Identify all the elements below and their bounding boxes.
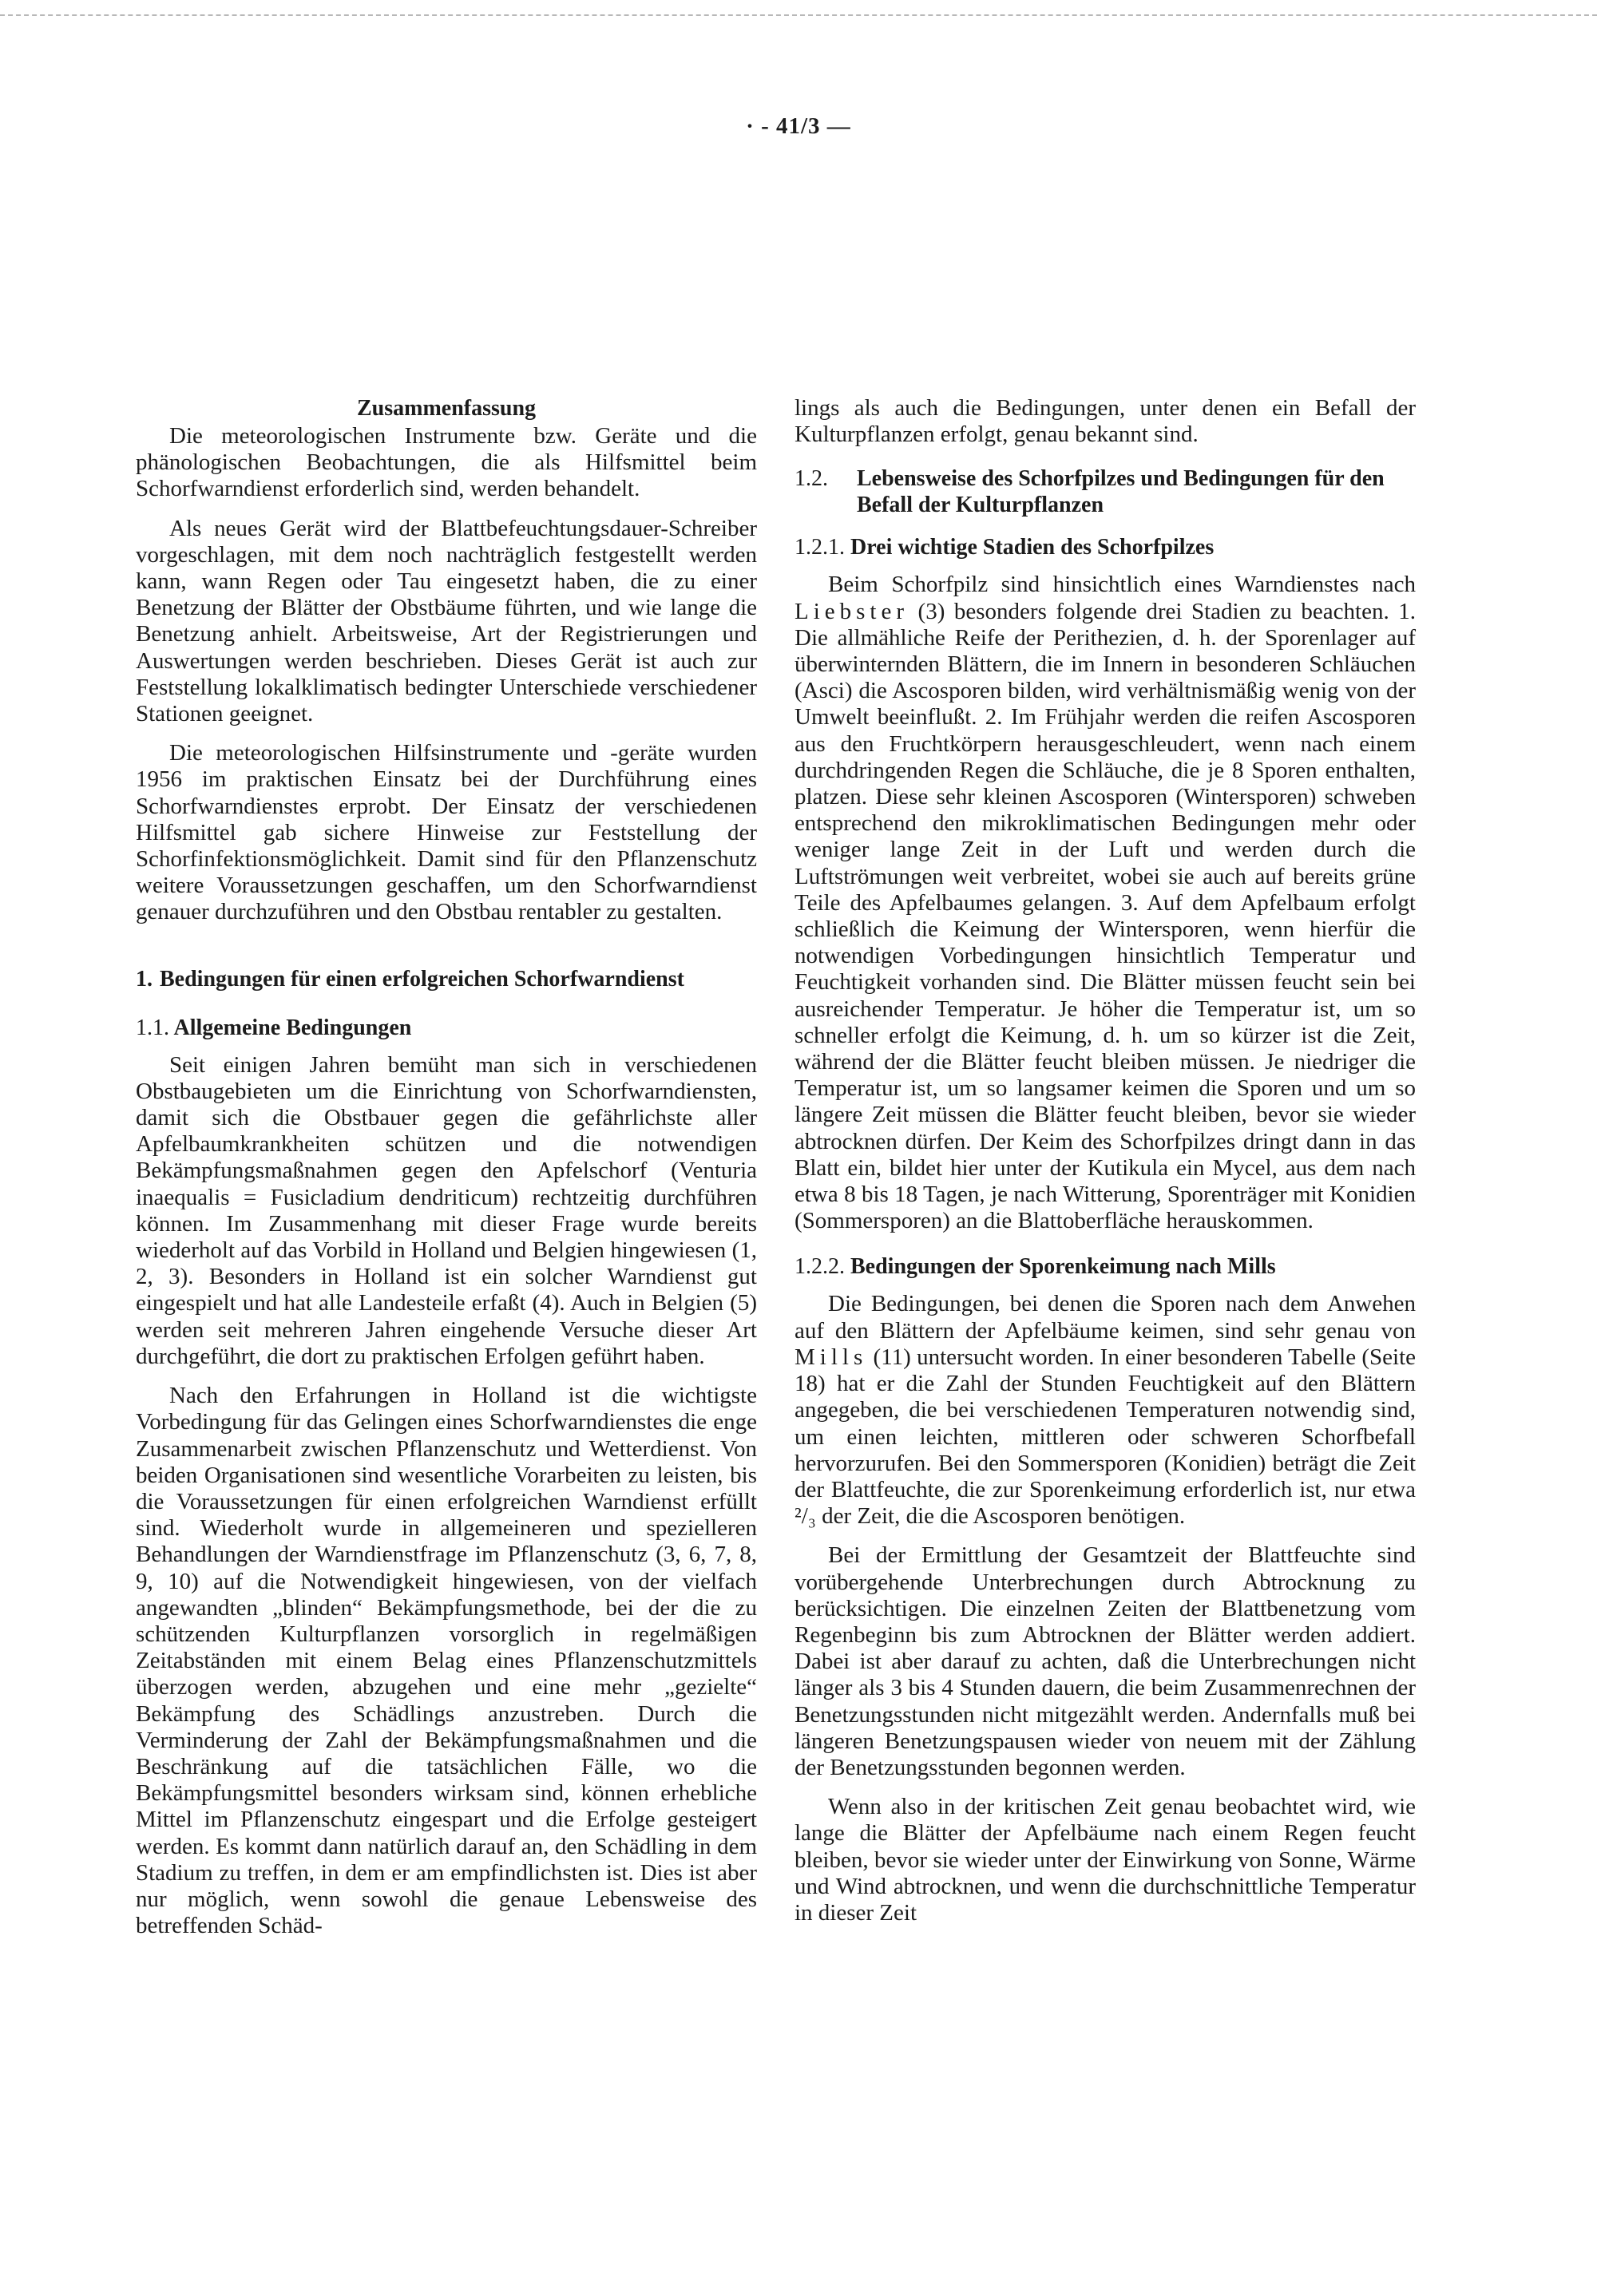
summary-paragraph-1: Die meteorologischen Instrumente bzw. Geräte und die phänologischen Beobachtungen, die als Hilfsmittel beim Schorfwarndienst erforderlich sind, werden behandelt.	[136, 423, 757, 502]
section-1-2-1-paragraph	[795, 572, 1416, 1234]
section-1-2-number: 1.2.	[795, 466, 828, 492]
section-1-2-heading	[795, 465, 1416, 518]
section-1-1-heading	[136, 1015, 757, 1041]
summary-paragraph-3: Die meteorologischen Hilfsinstrumente und -geräte wurden 1956 im praktischen Einsatz bei der Durchführung eines Schorfwarndienstes erprobt. Der Einsatz der verschiedenen Hilfsmittel gab sichere Hinweise zur Feststellung der Schorfinfektionsmöglichkeit. Damit sind für den Pflanzenschutz weitere Voraussetzungen geschaffen, um den Schorfwarndienst genauer durchzuführen und den Obstbau rentabler zu gestalten.	[136, 740, 757, 925]
section-1-2-1-title: Drei wichtige Stadien des Schorfpilzes	[850, 535, 1215, 560]
section-1-2-1-heading	[795, 534, 1416, 560]
author-name-liebster: Liebster	[795, 598, 909, 624]
section-1-number: 1.	[136, 966, 153, 992]
top-scan-rule	[0, 14, 1597, 16]
section-1-2-2-paragraph-1	[795, 1291, 1416, 1530]
section-1-heading	[136, 966, 757, 992]
author-name-mills: Mills	[795, 1344, 868, 1370]
section-1-1-paragraph-2: Nach den Erfahrungen in Holland ist die wichtigste Vorbedingung für das Gelingen eines Schorfwarndienstes die enge Zusammenarbeit zwischen Pflanzenschutz und Wetterdienst. Von beiden Organisationen sind wesentliche Vorarbeiten zu leisten, bis die Voraussetzungen für einen erfolgreichen Warndienst erfüllt sind. Wiederholt wurde in allgemeineren und spezielleren Behandlungen der Warndienstfrage im Pflanzenschutz (3, 6, 7, 8, 9, 10) auf die Notwendigkeit hingewiesen, von der vielfach angewandten „blinden“ Bekämpfungsmethode, bei der die zu schützenden Kulturpflanzen vorsorglich in regelmäßigen Zeitabständen mit einem Belag eines Pflanzenschutzmittels überzogen werden, abzugehen und eine mehr „gezielte“ Bekämpfung des Schädlings anzustreben. Durch die Verminderung der Zahl der Bekämpfungsmaßnahmen und die Beschränkung auf die tatsächlichen Fälle, wo die Bekämpfungsmittel besonders wirksam sind, können erhebliche Mittel im Pflanzenschutz eingespart und die Erfolge gesteigert werden. Es kommt dann natürlich darauf an, den Schädling in dem Stadium zu treffen, in dem er am empfindlichsten ist. Dies ist aber nur möglich, wenn sowohl die genaue Lebensweise des betreffenden Schäd-	[136, 1383, 757, 1939]
section-1-2-2-heading	[795, 1253, 1416, 1280]
p122a-text-after: (11) untersucht worden. In einer besonderen Tabelle (Seite 18) hat er die Zahl der Stunden Feuchtigkeit auf den Blättern angegeben, die bei verschiedenen Temperaturen notwendig sind, um einen leichten, mittleren oder schweren Schorfbefall hervorzurufen. Bei den Sommersporen (Konidien) beträgt die Zeit der Blattfeuchte, die zur Sporenkeimung erforderlich ist, nur etwa ²/₃ der Zeit, die die Ascosporen benötigen.	[795, 1344, 1416, 1530]
p122a-text-before: Die Bedingungen, bei denen die Sporen nach dem Anwehen auf den Blättern der Apfelbäume keimen, sind sehr genau von	[795, 1291, 1416, 1344]
summary-heading: Zusammenfassung	[356, 396, 537, 421]
section-1-1-paragraph-1: Seit einigen Jahren bemüht man sich in verschiedenen Obstbaugebieten um die Einrichtung von Schorfwarndiensten, damit sich die Obstbauer gegen die gefährlichste aller Apfelbaumkrankheiten schützen und die notwendigen Bekämpfungsmaßnahmen gegen den Apfelschorf (Venturia inaequalis = Fusicladium dendriticum) rechtzeitig durchführen können. Im Zusammenhang mit dieser Frage wurde bereits wiederholt auf das Vorbild in Holland und Belgien hingewiesen (1, 2, 3). Besonders in Holland ist ein solcher Warndienst gut eingespielt und hat alle Landesteile erfaßt (4). Auch in Belgien (5) werden seit mehreren Jahren eingehende Versuche dieser Art durchgeführt, die dort zu praktischen Erfolgen geführt haben.	[136, 1051, 757, 1369]
p121-text-before: Beim Schorfpilz sind hinsichtlich eines Warndienstes nach	[828, 572, 1416, 598]
section-1-2-2-number: 1.2.2.	[795, 1254, 845, 1280]
section-1-1-title: Allgemeine Bedingungen	[173, 1015, 412, 1040]
left-column	[136, 395, 757, 1939]
continued-paragraph: lings als auch die Bedingungen, unter denen ein Befall der Kulturpflanzen erfolgt, genau bekannt sind.	[795, 395, 1416, 448]
section-1-2-1-number: 1.2.1.	[795, 535, 845, 560]
section-1-2-2-paragraph-3: Wenn also in der kritischen Zeit genau beobachtet wird, wie lange die Blätter der Apfelbäume nach einem Regen feucht bleiben, bevor sie wieder unter der Einwirkung von Sonne, Wärme und Wind abtrocknen, und wenn die durchschnittliche Temperatur in dieser Zeit	[795, 1794, 1416, 1926]
section-1-title: Bedingungen für einen erfolgreichen Schorfwarndienst	[160, 966, 684, 992]
page-number: · - 41/3 —	[746, 113, 851, 139]
section-1-2-title: Lebensweise des Schorfpilzes und Bedingungen für den Befall der Kulturpflanzen	[857, 466, 1385, 518]
summary-paragraph-2: Als neues Gerät wird der Blattbefeuchtungsdauer-Schreiber vorgeschlagen, mit dem noch nachträglich festgestellt werden kann, wann Regen oder Tau eingesetzt haben, die zu einer Benetzung der Blätter der Obstbäume führten, und wie lange die Benetzung anhielt. Arbeitsweise, Art der Registrierungen und Auswertungen werden beschrieben. Dieses Gerät ist auch zur Feststellung lokalklimatisch bedingter Unterschiede verschiedener Stationen geeignet.	[136, 515, 757, 727]
section-1-2-2-paragraph-2: Bei der Ermittlung der Gesamtzeit der Blattfeuchte sind vorübergehende Unterbrechungen durch Abtrocknung zu berücksichtigen. Die einzelnen Zeiten der Blattbenetzung vom Regenbeginn bis zum Abtrocknen der Blätter werden addiert. Dabei ist aber darauf zu achten, daß die Unterbrechungen nicht länger als 3 bis 4 Stunden dauern, die beim Zusammenrechnen der Benetzungsstunden nicht mitgezählt werden. Andernfalls muß bei längeren Benetzungspausen wieder von neuem mit der Zählung der Benetzungsstunden begonnen werden.	[795, 1542, 1416, 1780]
p121-text-after: (3) besonders folgende drei Stadien zu beachten. 1. Die allmähliche Reife der Perithezien, d. h. der Sporenlager auf überwinternden Blättern, die im Innern in besonderen Schläuchen (Asci) die Ascosporen bilden, wird verhältnismäßig wenig von der Umwelt beeinflußt. 2. Im Frühjahr werden die reifen Ascosporen aus den Fruchtkörpern herausgeschleudert, wenn nach einem durchdringenden Regen die Schläuche, die je 8 Sporen enthalten, platzen. Diese sehr kleinen Ascosporen (Wintersporen) schweben entsprechend den mikroklimatischen Bedingungen mehr oder weniger lange Zeit in der Luft und werden durch die Luftströmungen weit verbreitet, wobei sie auch auf bereits grüne Teile des Apfelbaumes gelangen. 3. Auf dem Apfelbaum erfolgt schließlich die Keimung der Wintersporen, wenn hierfür die notwendigen Vorbedingungen hinsichtlich Temperatur und Feuchtigkeit vorhanden sind. Die Blätter müssen feucht sein bei ausreichender Temperatur. Je höher die Temperatur ist, um so schneller erfolgt die Keimung, d. h. um so kürzer ist die Zeit, während der die Blätter feucht bleiben müssen. Je niedriger die Temperatur ist, um so langsamer keimen die Sporen und um so längere Zeit müssen die Blätter feucht bleiben, bevor sie wieder abtrocknen dürfen. Der Keim des Schorfpilzes dringt dann in das Blatt ein, bildet hier unter der Kutikula ein Mycel, aus dem nach etwa 8 bis 18 Tagen, je nach Witterung, Sporenträger mit Konidien (Sommersporen) an die Blattoberfläche herauskommen.	[795, 598, 1416, 1234]
section-1-2-2-title: Bedingungen der Sporenkeimung nach Mills	[850, 1254, 1276, 1280]
right-column	[795, 395, 1416, 1926]
section-1-1-number: 1.1.	[136, 1015, 169, 1040]
